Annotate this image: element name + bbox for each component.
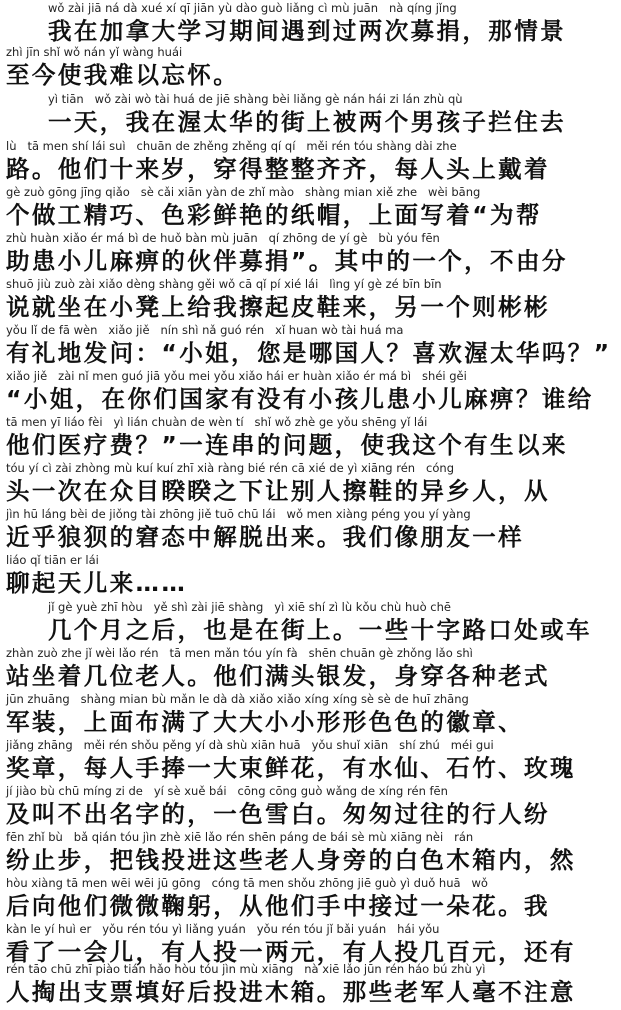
hanzi-line: 站坐着几位老人。他们满头银发，身穿各种老式 xyxy=(6,662,550,690)
hanzi-line: 助患小儿麻痹的伙伴募捐”。其中的一个，不由分 xyxy=(6,247,568,275)
pinyin-line: zhù huàn xiǎo ér má bì de huǒ bàn mù juān qí zhōng de yí gè bù yóu fēn xyxy=(6,231,440,245)
pinyin-line: zhì jīn shǐ wǒ nán yǐ wàng huái xyxy=(6,45,183,59)
hanzi-line: 个做工精巧、色彩鲜艳的纸帽，上面写着“为帮 xyxy=(6,201,542,229)
pinyin-line: xiǎo jiě zài nǐ men guó jiā yǒu mei yǒu xiǎo hái er huàn xiǎo ér má bì shéi gěi xyxy=(6,369,467,383)
text-line xyxy=(0,1,621,49)
hanzi-line: 近乎狼狈的窘态中解脱出来。我们像朋友一样 xyxy=(6,523,524,551)
text-line xyxy=(0,92,621,140)
text-line xyxy=(0,369,621,417)
hanzi-line: 至今使我难以忘怀。 xyxy=(6,61,240,89)
hanzi-line: 有礼地发问：“小姐，您是哪国人？喜欢渥太华吗？” xyxy=(6,339,612,367)
hanzi-line: 聊起天儿来…… xyxy=(6,569,188,597)
pinyin-line: liáo qǐ tiān er lái xyxy=(6,553,99,567)
pinyin-line: tóu yí cì zài zhòng mù kuí kuí zhī xià ràng bié rén cā xié de yì xiāng rén cóng xyxy=(6,461,455,475)
text-line xyxy=(0,507,621,555)
text-line xyxy=(0,185,621,233)
pinyin-line: rén tāo chū zhī piào tián hǎo hòu tóu jìn mù xiāng nà xiē lǎo jūn rén háo bú zhù yì xyxy=(6,962,486,976)
text-line xyxy=(0,415,621,463)
hanzi-line: 看了一会儿，有人投一两元，有人投几百元，还有 xyxy=(6,938,576,966)
hanzi-line: 他们医疗费？”一连串的问题，使我这个有生以来 xyxy=(6,431,568,459)
pinyin-line: hòu xiàng tā men wēi wēi jū gōng cóng tā men shǒu zhōng jiē guò yì duǒ huā wǒ xyxy=(6,876,488,890)
pinyin-line: zhàn zuò zhe jǐ wèi lǎo rén tā men mǎn tóu yín fà shēn chuān gè zhǒng lǎo shì xyxy=(6,646,473,660)
text-line xyxy=(0,277,621,325)
text-line xyxy=(0,830,621,878)
hanzi-line: 头一次在众目睽睽之下让别人擦鞋的异乡人，从 xyxy=(6,477,550,505)
hanzi-line: 后向他们微微鞠躬，从他们手中接过一朵花。我 xyxy=(6,892,550,920)
pinyin-line: jǐ gè yuè zhī hòu yě shì zài jiē shàng yì xiē shí zì lù kǒu chù huò chē xyxy=(48,600,451,614)
hanzi-line: 说就坐在小凳上给我擦起皮鞋来，另一个则彬彬 xyxy=(6,293,550,321)
hanzi-line: 几个月之后，也是在街上。一些十字路口处或车 xyxy=(48,616,592,644)
text-line xyxy=(0,553,621,601)
pinyin-line: yǒu lǐ de fā wèn xiǎo jiě nín shì nǎ guó rén xǐ huan wò tài huá ma xyxy=(6,323,404,337)
pinyin-line: jìn hū láng bèi de jiǒng tài zhōng jiě tuō chū lái wǒ men xiàng péng you yí yàng xyxy=(6,507,471,521)
text-line xyxy=(0,45,621,93)
pinyin-line: jí jiào bù chū míng zi de yí sè xuě bái cōng cōng guò wǎng de xíng rén fēn xyxy=(6,784,448,798)
text-line xyxy=(0,876,621,924)
pinyin-line: tā men yī liáo fèi yì lián chuàn de wèn tí shǐ wǒ zhè ge yǒu shēng yǐ lái xyxy=(6,415,428,429)
pinyin-line: shuō jiù zuò zài xiǎo dèng shàng gěi wǒ cā qǐ pí xié lái lìng yí gè zé bīn bīn xyxy=(6,277,442,291)
hanzi-line: “小姐，在你们国家有没有小孩儿患小儿麻痹？谁给 xyxy=(6,385,594,413)
pinyin-line: wǒ zài jiā ná dà xué xí qī jiān yù dào guò liǎng cì mù juān nà qíng jǐng xyxy=(48,1,457,15)
text-line xyxy=(0,600,621,648)
hanzi-line: 奖章，每人手捧一大束鲜花，有水仙、石竹、玫瑰 xyxy=(6,754,576,782)
hanzi-line: 路。他们十来岁，穿得整整齐齐，每人头上戴着 xyxy=(6,155,550,183)
text-line xyxy=(0,962,621,1010)
hanzi-line: 人掏出支票填好后投进木箱。那些老军人毫不注意 xyxy=(6,978,576,1006)
text-line xyxy=(0,646,621,694)
text-line xyxy=(0,231,621,279)
text-line xyxy=(0,738,621,786)
pinyin-line: kàn le yí huì er yǒu rén tóu yì liǎng yuán yǒu rén tóu jǐ bǎi yuán hái yǒu xyxy=(6,922,440,936)
text-line xyxy=(0,784,621,832)
pinyin-line: jūn zhuāng shàng mian bù mǎn le dà dà xiǎo xiǎo xíng xíng sè sè de huī zhāng xyxy=(6,692,469,706)
text-line xyxy=(0,323,621,371)
pinyin-line: yì tiān wǒ zài wò tài huá de jiē shàng bèi liǎng gè nán hái zi lán zhù qù xyxy=(48,92,463,106)
text-line xyxy=(0,461,621,509)
hanzi-line: 一天，我在渥太华的街上被两个男孩子拦住去 xyxy=(48,108,566,136)
hanzi-line: 纷止步，把钱投进这些老人身旁的白色木箱内，然 xyxy=(6,846,576,874)
pinyin-line: jiǎng zhāng měi rén shǒu pěng yí dà shù xiān huā yǒu shuǐ xiān shí zhú méi gui xyxy=(6,738,494,752)
pinyin-line: fēn zhǐ bù bǎ qián tóu jìn zhè xiē lǎo rén shēn páng de bái sè mù xiāng nèi rán xyxy=(6,830,474,844)
hanzi-line: 军装，上面布满了大大小小形形色色的徽章、 xyxy=(6,708,524,736)
text-line xyxy=(0,692,621,740)
pinyin-line: lù tā men shí lái suì chuān de zhěng zhěng qí qí měi rén tóu shàng dài zhe xyxy=(6,139,457,153)
hanzi-line: 我在加拿大学习期间遇到过两次募捐，那情景 xyxy=(48,17,566,45)
text-line xyxy=(0,139,621,187)
pinyin-line: gè zuò gōng jīng qiǎo sè cǎi xiān yàn de zhǐ mào shàng mian xiě zhe wèi bāng xyxy=(6,185,481,199)
hanzi-line: 及叫不出名字的，一色雪白。匆匆过往的行人纷 xyxy=(6,800,550,828)
